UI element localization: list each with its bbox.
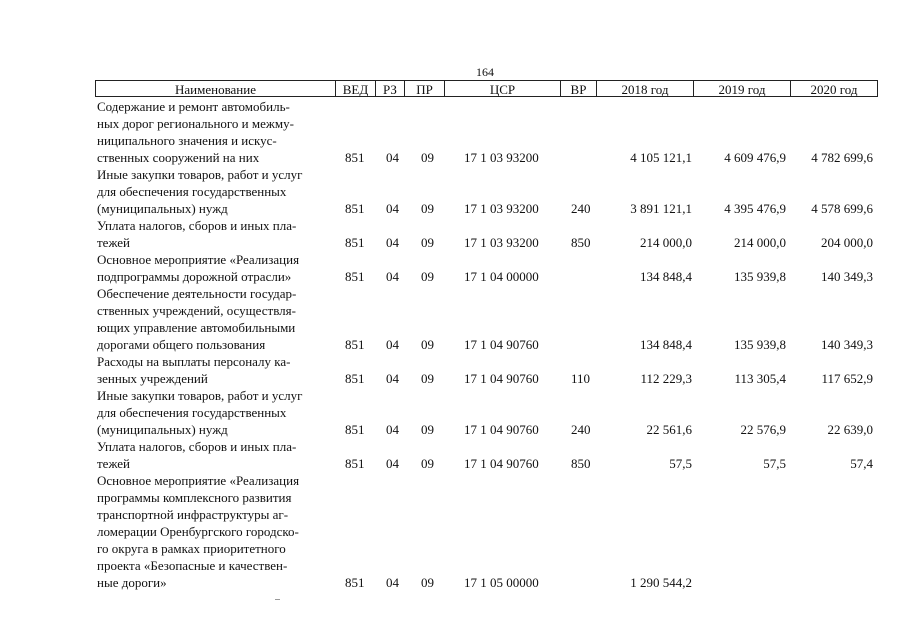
row-rz: 04	[386, 422, 399, 437]
row-ved: 851	[345, 422, 365, 437]
row-pr: 09	[421, 371, 434, 386]
header-2020: 2020 год	[791, 80, 878, 97]
table-row	[95, 166, 878, 217]
row-name	[97, 251, 333, 285]
row-name	[97, 438, 333, 472]
header-2019: 2019 год	[694, 80, 791, 97]
header-2018: 2018 год	[597, 80, 694, 97]
row-2018: 4 105 121,1	[630, 150, 692, 165]
row-2018: 57,5	[669, 456, 692, 471]
row-vr: 850	[571, 456, 591, 471]
table-row	[95, 353, 878, 387]
row-name-line: го округа в рамках приоритетного	[97, 541, 286, 556]
row-2020: 4 782 699,6	[811, 150, 873, 165]
row-name-line: Обеспечение деятельности государ-	[97, 286, 297, 301]
row-2019: 57,5	[763, 456, 786, 471]
row-name	[97, 166, 333, 217]
row-name	[97, 472, 333, 591]
row-csr: 17 1 04 90760	[464, 456, 539, 471]
row-name-line: транспортной инфраструктуры аг-	[97, 507, 289, 522]
row-csr: 17 1 03 93200	[464, 201, 539, 216]
row-2020: 140 349,3	[821, 337, 873, 352]
header-rz: РЗ	[376, 80, 405, 97]
row-name-line: тежей	[97, 456, 130, 471]
row-name-line: Иные закупки товаров, работ и услуг	[97, 167, 303, 182]
row-ved: 851	[345, 235, 365, 250]
row-2020: 204 000,0	[821, 235, 873, 250]
row-2018: 1 290 544,2	[630, 575, 692, 590]
row-name	[97, 387, 333, 438]
row-vr: 110	[571, 371, 591, 386]
row-name-line: Уплата налогов, сборов и иных пла-	[97, 439, 297, 454]
row-2020: 22 639,0	[827, 422, 873, 437]
row-2020: 117 652,9	[821, 371, 873, 386]
row-pr: 09	[421, 575, 434, 590]
row-name-line: дорогами общего пользования	[97, 337, 266, 352]
row-ved: 851	[345, 575, 365, 590]
row-name-line: Содержание и ремонт автомобиль-	[97, 99, 290, 114]
row-vr: 850	[571, 235, 591, 250]
row-2020: 140 349,3	[821, 269, 873, 284]
row-pr: 09	[421, 150, 434, 165]
table-row	[95, 217, 878, 251]
row-name-line: проекта «Безопасные и качествен-	[97, 558, 288, 573]
row-2020: 4 578 699,6	[811, 201, 873, 216]
row-csr: 17 1 04 90760	[464, 337, 539, 352]
header-name: Наименование	[95, 80, 336, 97]
row-name-line: подпрограммы дорожной отрасли»	[97, 269, 292, 284]
row-name	[97, 217, 333, 251]
row-csr: 17 1 04 90760	[464, 371, 539, 386]
row-pr: 09	[421, 201, 434, 216]
row-name-line: Расходы на выплаты персоналу ка-	[97, 354, 291, 369]
row-name-line: (муниципальных) нужд	[97, 422, 228, 437]
page-number: 164	[476, 65, 494, 79]
row-pr: 09	[421, 456, 434, 471]
table-row	[95, 472, 878, 591]
row-name	[97, 98, 333, 166]
header-ved: ВЕД	[336, 80, 376, 97]
row-name-line: зенных учреждений	[97, 371, 208, 386]
row-rz: 04	[386, 269, 399, 284]
row-name	[97, 285, 333, 353]
row-name-line: для обеспечения государственных	[97, 184, 287, 199]
row-csr: 17 1 04 00000	[464, 269, 539, 284]
row-ved: 851	[345, 456, 365, 471]
table-row	[95, 387, 878, 438]
row-rz: 04	[386, 337, 399, 352]
row-2018: 22 561,6	[646, 422, 692, 437]
row-csr: 17 1 03 93200	[464, 150, 539, 165]
row-rz: 04	[386, 371, 399, 386]
row-name-line: тежей	[97, 235, 130, 250]
row-2019: 113 305,4	[734, 371, 786, 386]
row-name-line: ных дорог регионального и межму-	[97, 116, 294, 131]
row-rz: 04	[386, 150, 399, 165]
row-name-line: ные дороги»	[97, 575, 167, 590]
row-2018: 134 848,4	[640, 337, 692, 352]
header-csr: ЦСР	[445, 80, 561, 97]
row-name-line: для обеспечения государственных	[97, 405, 287, 420]
row-pr: 09	[421, 235, 434, 250]
row-csr: 17 1 04 90760	[464, 422, 539, 437]
row-2019: 4 609 476,9	[724, 150, 786, 165]
row-2018: 134 848,4	[640, 269, 692, 284]
row-name-line: ственных сооружений на них	[97, 150, 260, 165]
row-csr: 17 1 03 93200	[464, 235, 539, 250]
row-name-line: ломерации Оренбургского городско-	[97, 524, 299, 539]
row-2019: 22 576,9	[740, 422, 786, 437]
row-vr: 240	[571, 422, 591, 437]
row-name-line: (муниципальных) нужд	[97, 201, 228, 216]
row-name	[97, 353, 333, 387]
row-name-line: Уплата налогов, сборов и иных пла-	[97, 218, 297, 233]
row-2018: 112 229,3	[640, 371, 692, 386]
row-name-line: ющих управление автомобильными	[97, 320, 296, 335]
row-rz: 04	[386, 456, 399, 471]
row-ved: 851	[345, 337, 365, 352]
row-name-line: ственных учреждений, осуществля-	[97, 303, 296, 318]
row-vr: 240	[571, 201, 591, 216]
row-ved: 851	[345, 371, 365, 386]
table-row	[95, 251, 878, 285]
row-ved: 851	[345, 269, 365, 284]
row-2018: 3 891 121,1	[630, 201, 692, 216]
scan-mark	[275, 599, 280, 600]
header-vr: ВР	[561, 80, 597, 97]
row-2019: 4 395 476,9	[724, 201, 786, 216]
table-row	[95, 285, 878, 353]
row-2019: 135 939,8	[734, 269, 786, 284]
row-2019: 214 000,0	[734, 235, 786, 250]
row-pr: 09	[421, 422, 434, 437]
table-header	[95, 80, 878, 97]
table-row	[95, 438, 878, 472]
row-ved: 851	[345, 150, 365, 165]
row-name-line: программы комплексного развития	[97, 490, 292, 505]
row-name-line: ниципального значения и искус-	[97, 133, 277, 148]
row-pr: 09	[421, 269, 434, 284]
row-rz: 04	[386, 201, 399, 216]
row-name-line: Основное мероприятие «Реализация	[97, 252, 300, 267]
row-rz: 04	[386, 235, 399, 250]
row-pr: 09	[421, 337, 434, 352]
row-name-line: Иные закупки товаров, работ и услуг	[97, 388, 303, 403]
header-pr: ПР	[405, 80, 445, 97]
row-2019: 135 939,8	[734, 337, 786, 352]
row-ved: 851	[345, 201, 365, 216]
row-rz: 04	[386, 575, 399, 590]
row-2018: 214 000,0	[640, 235, 692, 250]
table-row	[95, 98, 878, 166]
row-csr: 17 1 05 00000	[464, 575, 539, 590]
row-name-line: Основное мероприятие «Реализация	[97, 473, 300, 488]
row-2020: 57,4	[850, 456, 873, 471]
